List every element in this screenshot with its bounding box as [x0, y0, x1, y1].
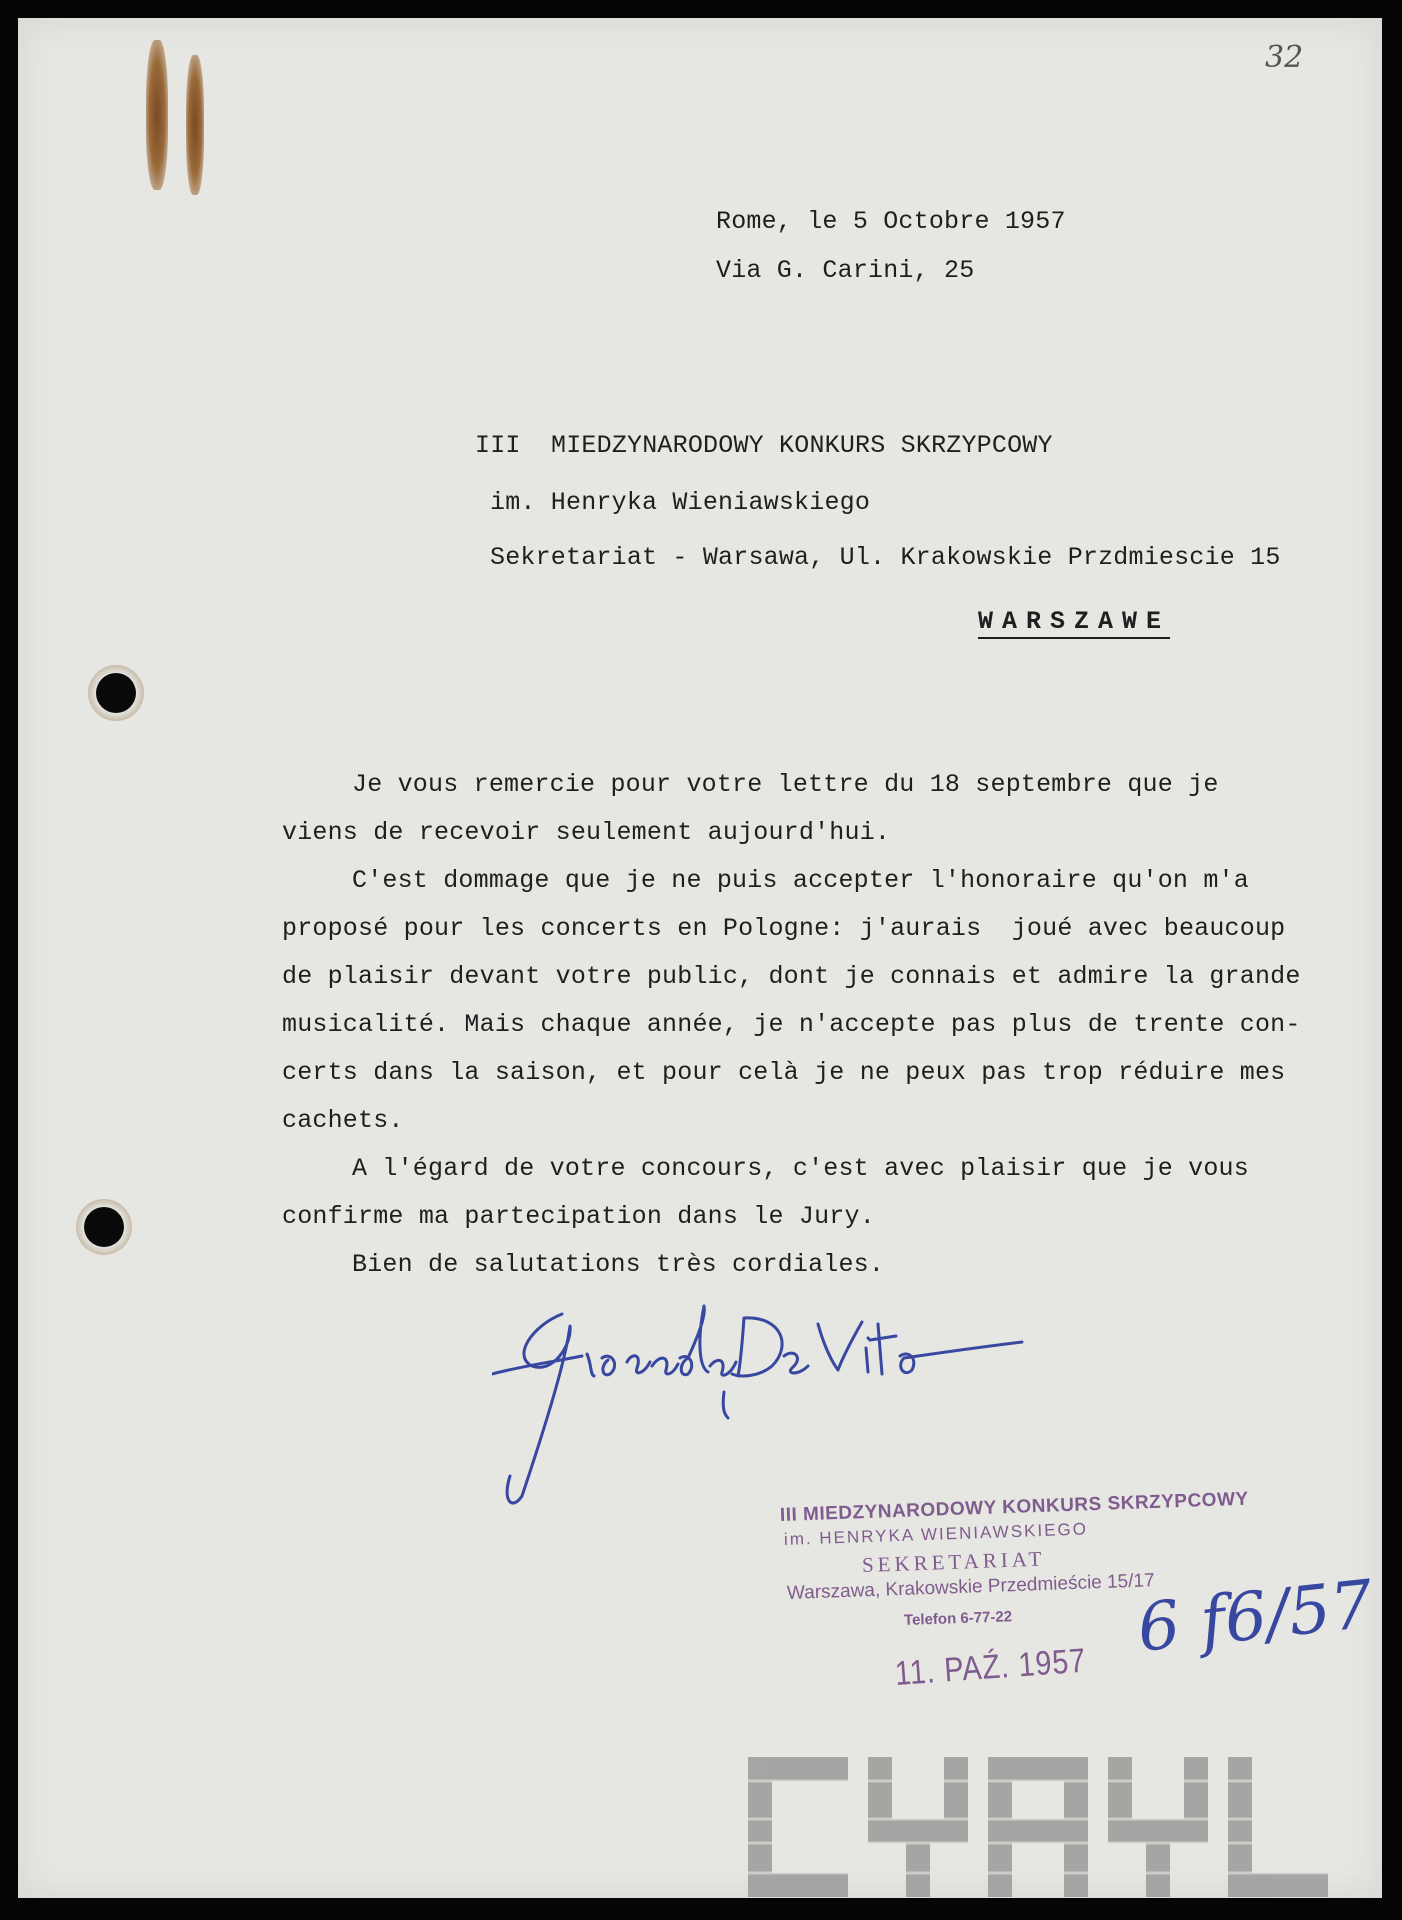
body-line: certs dans la saison, et pour celà je ne peux pas trop réduire mes — [282, 1058, 1286, 1087]
punch-hole — [96, 673, 136, 713]
body-line: C'est dommage que je ne puis accepter l'honoraire qu'on m'a — [352, 866, 1249, 895]
address-line: Via G. Carini, 25 — [716, 256, 975, 285]
stamp-line-4: Warszawa, Krakowskie Przedmieście 15/17 — [786, 1570, 1155, 1604]
stamp-date: 11. PAŹ. 1957 — [893, 1641, 1088, 1693]
handwritten-number: 6 f6/57 — [1133, 1565, 1377, 1667]
page-number: 32 — [1265, 40, 1304, 75]
body-line: musicalité. Mais chaque année, je n'accepte pas plus de trente con- — [282, 1010, 1301, 1039]
body-line: viens de recevoir seulement aujourd'hui. — [282, 818, 891, 847]
stamp-line-1: III MIEDZYNARODOWY KONKURS SKRZYPCOWY — [779, 1488, 1249, 1526]
body-line: proposé pour les concerts en Pologne: j'aurais joué avec beaucoup — [282, 914, 1286, 943]
body-line: de plaisir devant votre public, dont je connais et admire la grande — [282, 962, 1301, 991]
body-line: Bien de salutations très cordiales. — [352, 1250, 885, 1279]
date-line: Rome, le 5 Octobre 1957 — [716, 207, 1066, 236]
stamp-line-5: Telefon 6-77-22 — [903, 1608, 1013, 1629]
rust-stain — [186, 55, 204, 195]
recipient-line-3: Sekretariat - Warsawa, Ul. Krakowskie Przdmiescie 15 — [490, 543, 1281, 572]
recipient-line-2: im. Henryka Wieniawskiego — [490, 488, 871, 517]
recipient-city: WARSZAWE — [978, 607, 1171, 636]
stamp-line-3: SEKRETARIAT — [861, 1546, 1046, 1577]
rust-stain — [146, 40, 168, 190]
body-line: A l'égard de votre concours, c'est avec plaisir que je vous — [352, 1154, 1249, 1183]
body-line: cachets. — [282, 1106, 404, 1135]
punch-hole — [84, 1207, 124, 1247]
recipient-line-1: III MIEDZYNARODOWY KONKURS SKRZYPCOWY — [475, 431, 1053, 460]
body-line: Je vous remercie pour votre lettre du 18 septembre que je — [352, 770, 1219, 799]
cyryl-watermark — [748, 1757, 1358, 1897]
signature — [492, 1296, 1032, 1526]
stamp-line-2: im. HENRYKA WIENIAWSKIEGO — [783, 1519, 1089, 1549]
body-line: confirme ma partecipation dans le Jury. — [282, 1202, 875, 1231]
